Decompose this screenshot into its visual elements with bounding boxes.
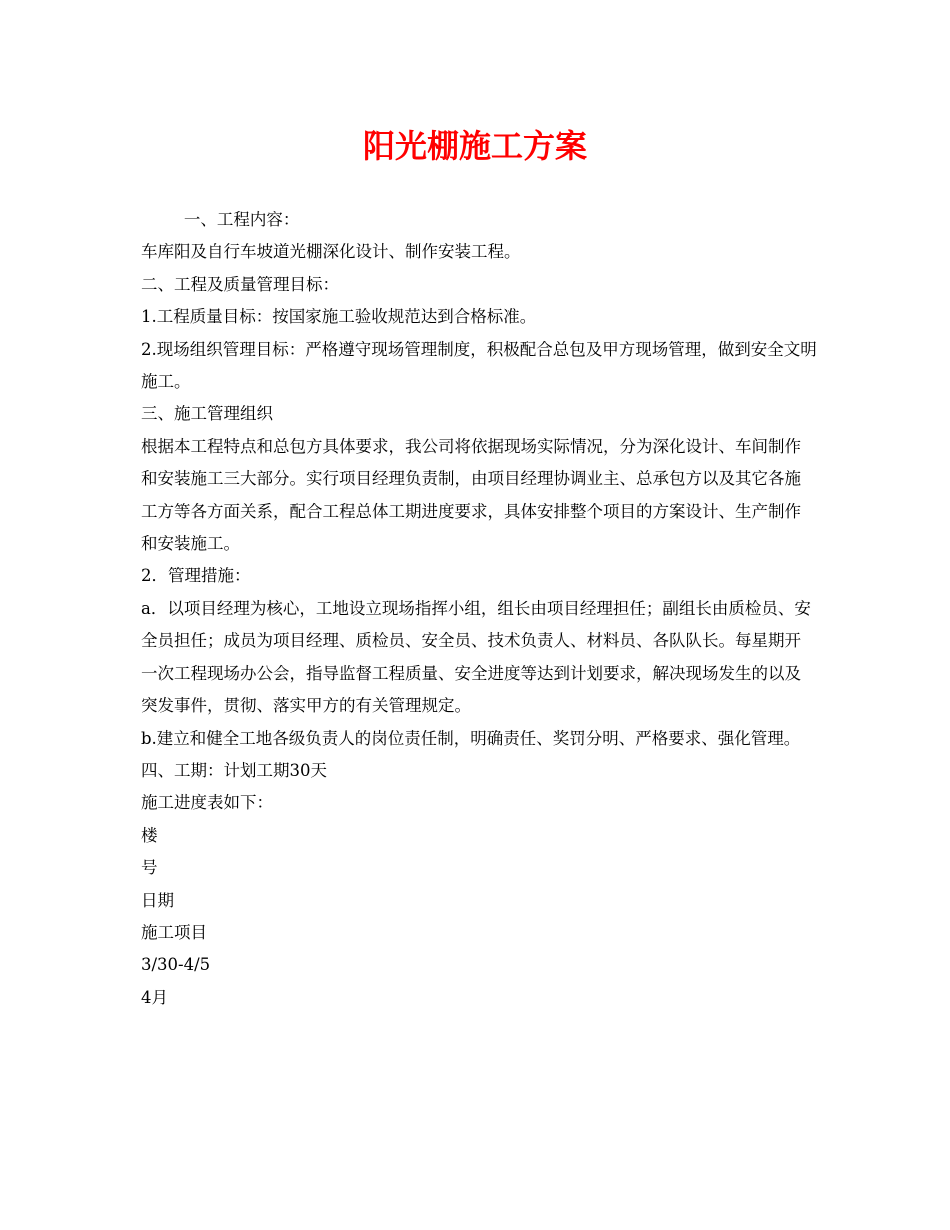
table-cell-text: 施工项目 — [141, 922, 207, 942]
paragraph: b.建立和健全工地各级负责人的岗位责任制，明确责任、奖罚分明、严格要求、强化管理。 — [141, 728, 801, 748]
paragraph: 2.现场组织管理目标：严格遵守现场管理制度，积极配合总包及甲方现场管理，做到安全文明施工。 — [141, 339, 817, 392]
document-title: 阳光棚施工方案 — [362, 127, 587, 165]
section-heading-4: 四、工期：计划工期30天 — [141, 760, 327, 780]
table-cell-text: 楼 — [141, 825, 158, 845]
table-cell-text: 日期 — [141, 890, 174, 910]
table-cell-text: 3/30-4/5 — [141, 955, 211, 975]
paragraph: 根据本工程特点和总包方具体要求，我公司将依据现场实际情况，分为深化设计、车间制作和安装施工三大部分。实行项目经理负责制，由项目经理协调业主、总承包方以及其它各施工方等各方面关系，配合工程总体工期进度要求，具体安排整个项目的方案设计、生产制作和安装施工。 — [141, 436, 801, 554]
section-heading-3: 三、施工管理组织 — [141, 404, 273, 424]
paragraph: a．以项目经理为核心，工地设立现场指挥小组，组长由项目经理担任；副组长由质检员、安全员担任；成员为项目经理、质检员、安全员、技术负责人、材料员、各队队长。每星期开一次工程现场办公会，指导监督工程质量、安全进度等达到计划要求，解决现场发生的以及突发事件，贯彻、落实甲方的有关管理规定。 — [141, 598, 811, 716]
paragraph: 1.工程质量目标：按国家施工验收规范达到合格标准。 — [141, 307, 537, 327]
document-body — [141, 204, 817, 1014]
section-heading-1: 一、工程内容： — [183, 210, 300, 229]
section-heading-2: 二、工程及质量管理目标： — [141, 274, 339, 294]
paragraph: 车库阳及自行车坡道光棚深化设计、制作安装工程。 — [141, 242, 521, 262]
table-cell-text: 号 — [141, 858, 158, 878]
paragraph: 2．管理措施： — [141, 566, 251, 586]
paragraph: 施工进度表如下： — [141, 793, 273, 813]
table-cell-text: 4月 — [141, 987, 168, 1007]
